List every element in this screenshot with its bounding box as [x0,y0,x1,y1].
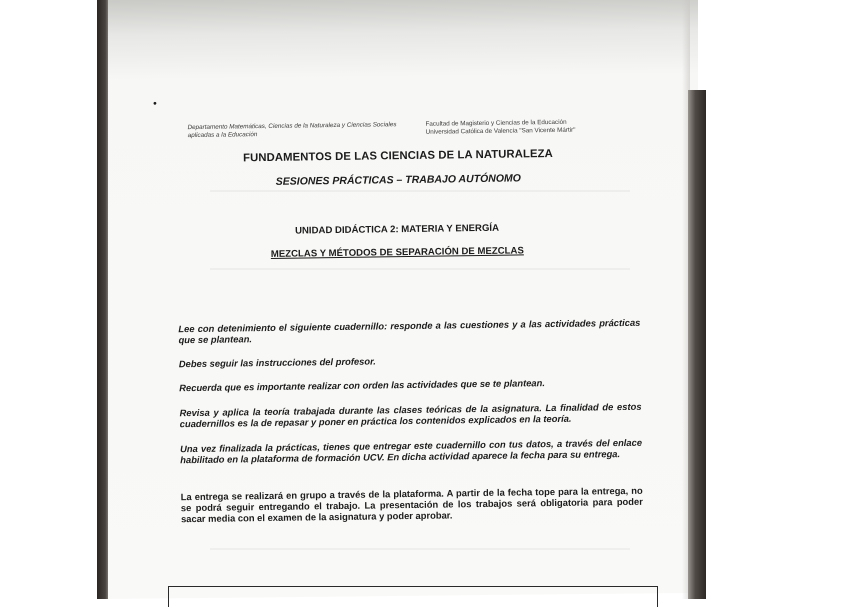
instruction-paragraph: Lee con detenimiento el siguiente cuadernillo: responde a las cuestiones y a las actividades prácticas que se plantean. [178,316,641,346]
document-subtitle: SESIONES PRÁCTICAS – TRABAJO AUTÓNOMO [275,172,522,188]
document-title: FUNDAMENTOS DE LAS CIENCIAS DE LA NATURALEZA [242,147,553,165]
header-university-line: Universidad Católica de Valencia "San Vicente Mártir" [425,126,576,136]
instruction-paragraph: Una vez finalizada la prácticas, tienes que entregar este cuadernillo con tus datos, a través del enlace habilitado en la plataforma de formación UCV. En dicha actividad aparece la fecha para su entrega. [179,436,643,466]
header-faculty-line: Facultad de Magisterio y Ciencias de la Educación [425,118,567,128]
unit-heading: UNIDAD DIDÁCTICA 2: MATERIA Y ENERGÍA [294,222,500,237]
bottom-frame-box [168,586,658,607]
background-right-edge [688,90,706,599]
header-faculty [425,118,645,137]
stray-mark: • [153,98,157,110]
instruction-paragraph: Recuerda que es importante realizar con orden las actividades que se te plantean. [179,377,545,394]
header-department: Departamento Matemáticas, Ciencias de la Naturaleza y Ciencias Sociales aplicadas a la Educación [187,121,397,140]
topic-heading: MEZCLAS Y MÉTODOS DE SEPARACIÓN DE MEZCLAS [270,245,524,260]
instruction-paragraph: Revisa y aplica la teoría trabajada durante las clases teóricas de la asignatura. La finalidad de estos cuadernillos es la de repasar y poner en práctica los contenidos explicados en la teoría. [179,400,642,430]
submission-paragraph: La entrega se realizará en grupo a través de la plataforma. A partir de la fecha tope para la entrega, no se podrá seguir entregando el trabajo. La presentación de los trabajos será obligatoria para poder sacar media con el examen de la asignatura y poder aprobar. [180,484,643,525]
document-page [153,0,664,602]
instruction-paragraph: Debes seguir las instrucciones del profesor. [178,355,376,370]
